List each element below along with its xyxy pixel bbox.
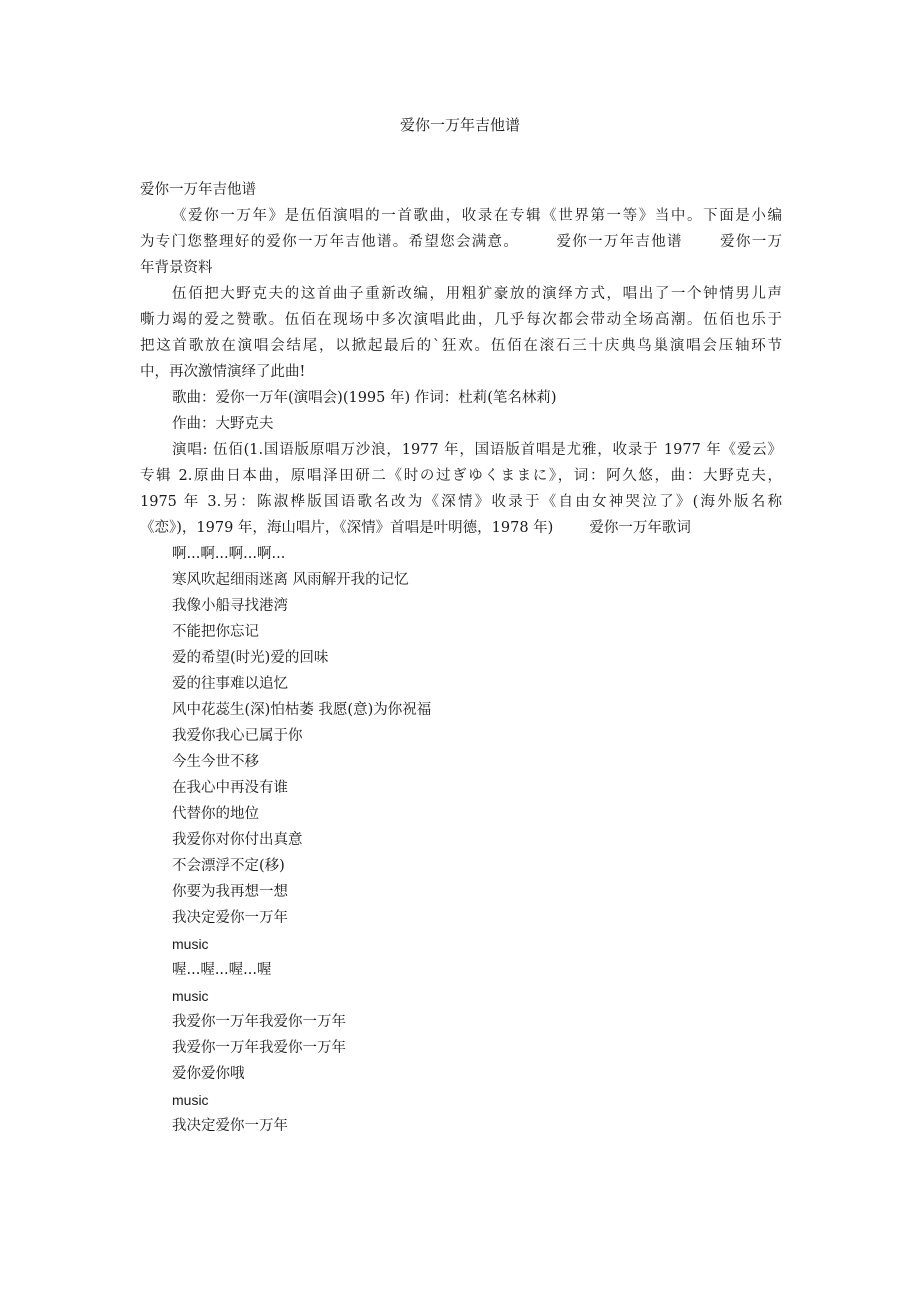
lyric-line: 不能把你忘记 [172,624,259,640]
intro-line-1: 《爱你一万年》是伍佰演唱的一首歌曲，收录在专辑《世界第一等》当中。下面是小编 [172,208,782,224]
background-line-1: 伍佰把大野克夫的这首曲子重新改编，用粗犷豪放的演绎方式，唱出了一个钟情男儿声 [172,286,782,302]
lyric-line: 在我心中再没有谁 [172,780,288,796]
singer-line-4-text: 《恋》)，1979 年，海山唱片，《深情》首唱是叶明德，1978 年) [140,520,554,536]
lyrics-block [140,541,782,1139]
song-info-line: 歌曲：爱你一万年(演唱会)(1995 年) 作词：杜莉(笔名林莉) [172,390,557,406]
intro-line-3: 年背景资料 [140,260,213,276]
intro-line-2 [140,229,782,255]
lyric-line: 风中花蕊生(深)怕枯萎 我愿(意)为你祝福 [172,702,432,718]
lyric-line: 我爱你对你付出真意 [172,832,303,848]
lyric-music-marker: music [172,936,209,952]
intro-guitar-tab-ref: 爱你一万年吉他谱 [555,234,683,250]
intro-text: 为专门您整理好的爱你一万年吉他谱。希望您会满意。 [140,234,520,250]
lyric-line: 我爱你一万年我爱你一万年 [172,1014,346,1030]
singer-line-2: 专辑 2.原曲日本曲，原唱泽田研二《时の过ぎゆくままに》，词：阿久悠，曲：大野克夫， [140,468,782,484]
background-line-4: 中，再次激情演绎了此曲! [140,364,306,380]
lyrics-heading: 爱你一万年歌词 [589,520,691,536]
lyric-line: 今生今世不移 [172,754,259,770]
background-line-2: 嘶力竭的爱之赞歌。伍佰在现场中多次演唱此曲，几乎每次都会带动全场高潮。伍佰也乐于 [140,312,782,328]
intro-background-ref: 爱你一万 [718,234,782,250]
singer-line-4 [140,515,782,541]
lyric-line: 啊...啊...啊...啊... [172,546,286,562]
lyric-line: 不会漂浮不定(移) [172,858,285,874]
section-heading: 爱你一万年吉他谱 [140,182,256,198]
lyric-line: 我爱你一万年我爱你一万年 [172,1040,346,1056]
lyric-line: 爱的往事难以追忆 [172,676,288,692]
lyric-line: 我像小船寻找港湾 [172,598,288,614]
lyric-line: 我爱你我心已属于你 [172,728,303,744]
lyric-line: 代替你的地位 [172,806,259,822]
lyric-music-marker: music [172,988,209,1004]
composer-line: 作曲：大野克夫 [172,416,274,432]
lyric-line: 寒风吹起细雨迷离 风雨解开我的记忆 [172,572,409,588]
lyric-line: 我决定爱你一万年 [172,1118,288,1134]
lyric-line: 我决定爱你一万年 [172,910,288,926]
lyric-line: 爱你爱你哦 [172,1066,245,1082]
background-line-3: 把这首歌放在演唱会结尾，以掀起最后的`狂欢。伍佰在滚石三十庆典鸟巢演唱会压轴环节 [140,338,782,354]
document-body [140,177,782,1139]
singer-line-1: 演唱: 伍佰(1.国语版原唱万沙浪，1977 年，国语版首唱是尤雅，收录于 1977 年《爱云》 [172,442,782,458]
lyric-line: 爱的希望(时光)爱的回味 [172,650,329,666]
lyric-music-marker: music [172,1092,209,1108]
singer-line-3: 1975 年 3.另：陈淑桦版国语歌名改为《深情》收录于《自由女神哭泣了》(海外版名称 [140,494,782,510]
lyric-line: 喔...喔...喔...喔 [172,962,272,978]
lyric-line: 你要为我再想一想 [172,884,288,900]
document-title: 爱你一万年吉他谱 [399,116,520,134]
